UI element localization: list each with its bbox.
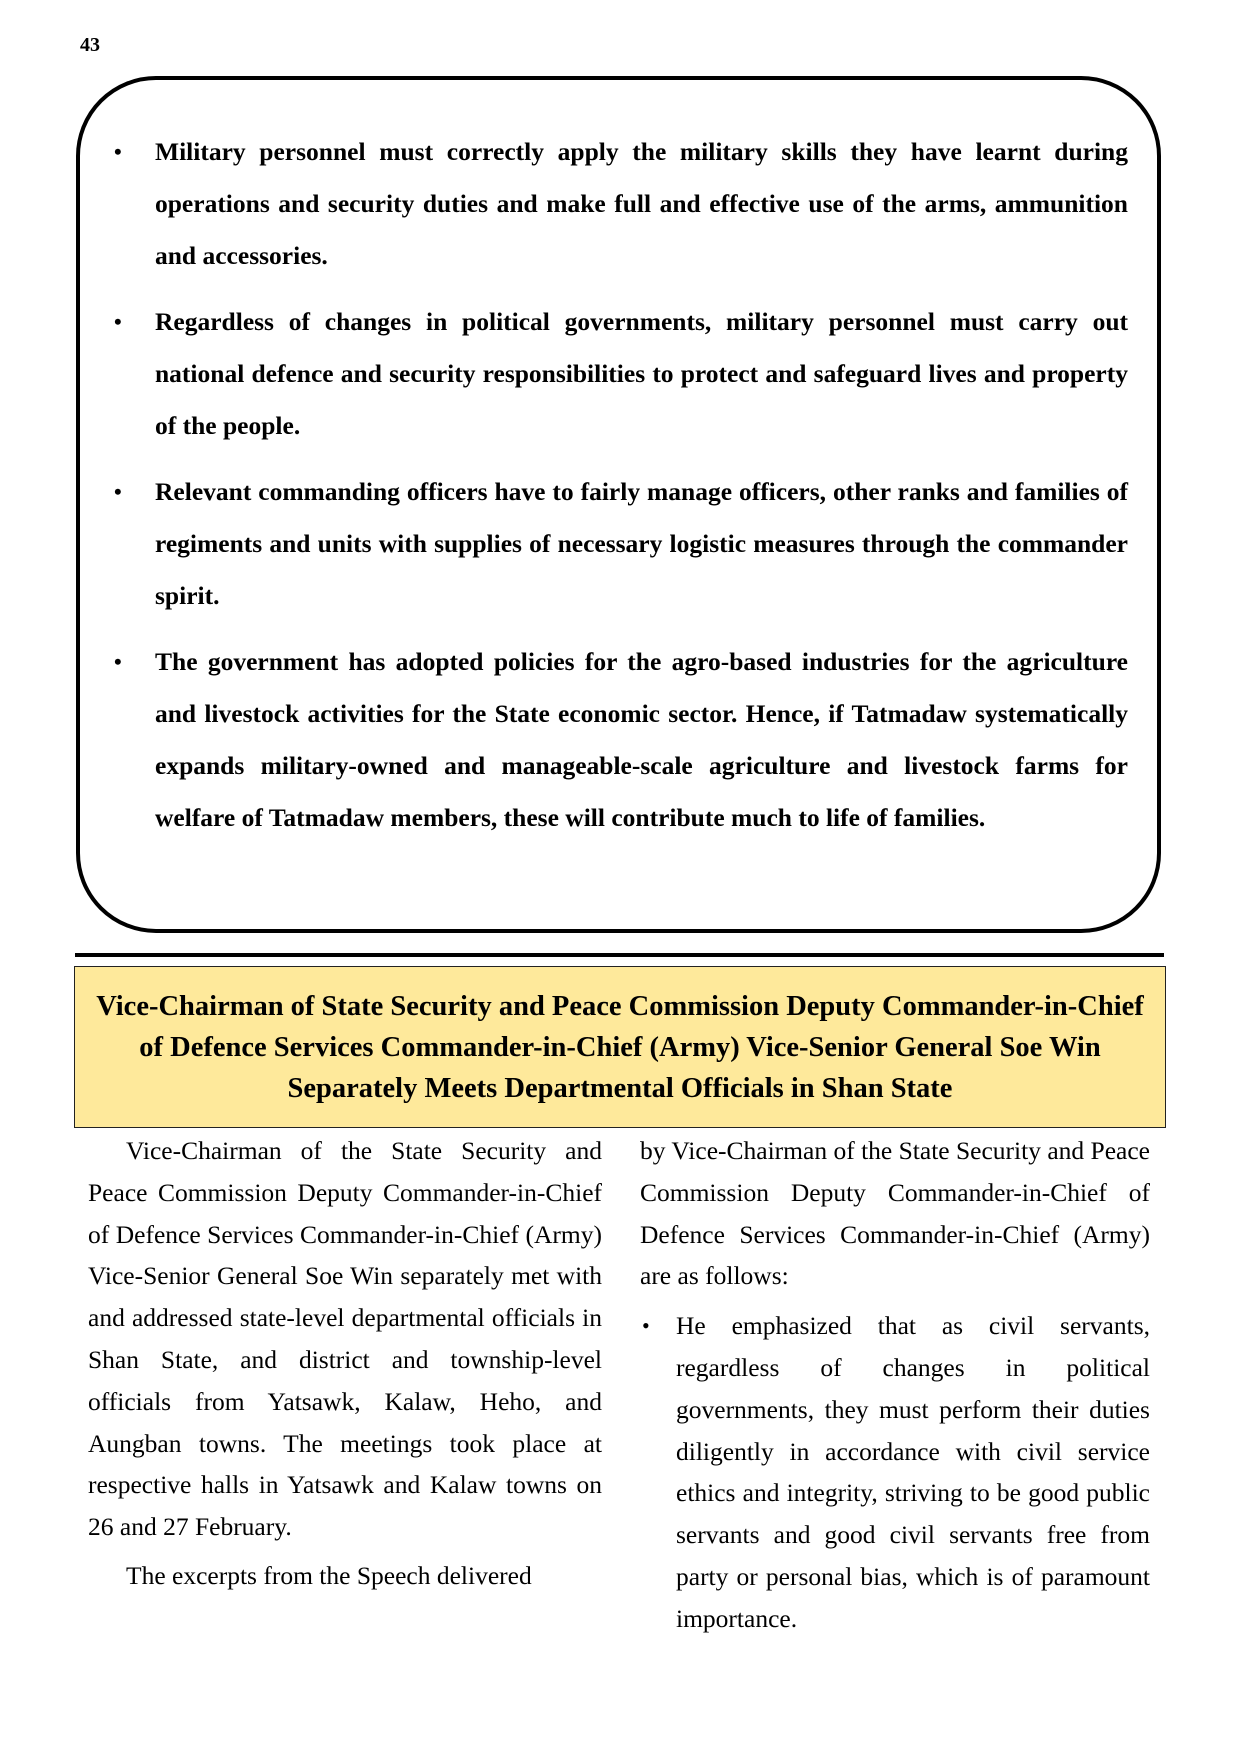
horizontal-divider — [75, 953, 1164, 957]
callout-bullet-item — [114, 296, 1128, 452]
article-paragraph: The excerpts from the Speech delivered — [126, 1560, 532, 1590]
article-heading: Vice-Chairman of State Security and Peace Commission Deputy Commander-in-Chief of Defence Services Commander-in-Chief (Army) Vice-Senior General Soe Win Separately Meets Departmental Officials in Shan State — [96, 990, 1144, 1104]
bullet-icon: • — [114, 309, 122, 334]
bullet-icon: • — [642, 1313, 650, 1339]
left-column — [88, 1130, 602, 1597]
right-column — [640, 1130, 1150, 1640]
article-bullet-item — [640, 1305, 1150, 1639]
callout-bullet-item — [114, 636, 1128, 844]
article-bullet-text: He emphasized that as civil servants, regardless of changes in political governments, they must perform their duties diligently in accordance with civil service ethics and integrity, striving to be good public servants and good civil servants free from party or personal bias, which is of paramount importance. — [676, 1311, 1150, 1633]
callout-bullet-text: Regardless of changes in political governments, military personnel must carry out national defence and security responsibilities to protect and safeguard lives and property of the people. — [155, 307, 1128, 440]
callout-bullet-text: Relevant commanding officers have to fairly manage officers, other ranks and families of regiments and units with supplies of necessary logistic measures through the commander spirit. — [155, 477, 1128, 610]
bullet-icon: • — [114, 139, 122, 164]
page-number: 43 — [80, 34, 100, 56]
callout-bullet-item — [114, 126, 1128, 282]
article-paragraph-continued: by Vice-Chairman of the State Security and Peace Commission Deputy Commander-in-Chief of Defence Services Commander-in-Chief (Army) are as follows: — [640, 1136, 1150, 1291]
bullet-icon: • — [114, 479, 122, 504]
bullet-icon: • — [114, 649, 122, 674]
callout-bullet-list — [114, 126, 1128, 858]
article-heading-box — [74, 966, 1166, 1128]
callout-bullet-item — [114, 466, 1128, 622]
article-paragraph: Vice-Chairman of the State Security and Peace Commission Deputy Commander-in-Chief of Defence Services Commander-in-Chief (Army) Vice-Senior General Soe Win separately met with and addressed state-level departmental officials in Shan State, and district and township-level officials from Yatsawk, Kalaw, Heho, and Aungban towns. The meetings took place at respective halls in Yatsawk and Kalaw towns on 26 and 27 February. — [88, 1136, 602, 1542]
callout-bullet-text: Military personnel must correctly apply the military skills they have learnt during operations and security duties and make full and effective use of the arms, ammunition and accessories. — [155, 137, 1128, 270]
callout-bullet-text: The government has adopted policies for the agro-based industries for the agriculture and livestock activities for the State economic sector. Hence, if Tatmadaw systematically expands military-owned and manageable-scale agriculture and livestock farms for welfare of Tatmadaw members, these will contribute much to life of families. — [155, 647, 1128, 832]
